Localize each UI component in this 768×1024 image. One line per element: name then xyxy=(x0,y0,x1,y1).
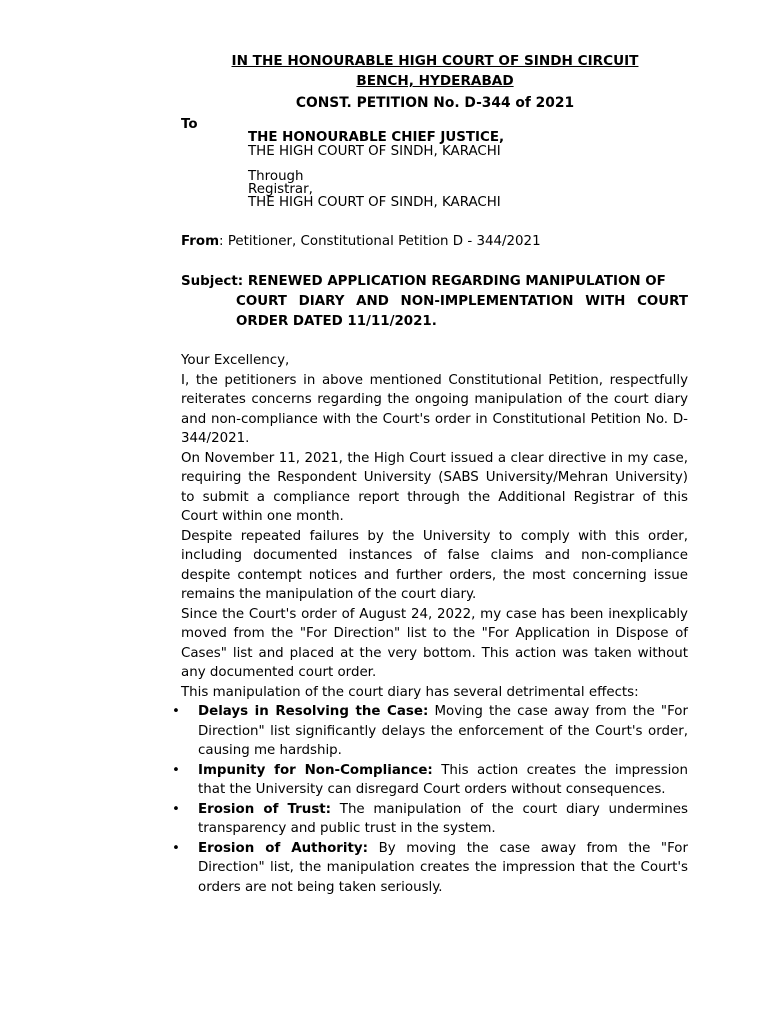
list-item xyxy=(172,761,688,800)
list-item xyxy=(172,800,688,839)
petition-number: CONST. PETITION No. D-344 of 2021 xyxy=(295,95,575,111)
to-label: To xyxy=(181,117,198,132)
registrar-address: THE HIGH COURT OF SINDH, KARACHI xyxy=(248,195,501,210)
court-title-line-1: IN THE HONOURABLE HIGH COURT OF SINDH CIRCUIT xyxy=(231,53,639,69)
court-title-line-2: BENCH, HYDERABAD xyxy=(356,73,514,89)
from-value: : Petitioner, Constitutional Petition D - 344/2021 xyxy=(219,234,541,249)
subject-line-2: COURT DIARY AND NON-IMPLEMENTATION WITH COURT xyxy=(236,294,688,309)
bullet-icon: • xyxy=(172,762,180,778)
from-line xyxy=(181,234,541,249)
registrar-label: Registrar, xyxy=(248,182,313,197)
paragraph-4: Since the Court's order of August 24, 2022, my case has been inexplicably moved from the "For Direction" list to the "For Application in Dispose of Cases" list and placed at the very bottom. This action was taken without any documented court order. xyxy=(181,606,688,680)
bullet-text: By moving the case away from the "For Direction" list, the manipulation creates the impression that the Court's orders are not being taken seriously. xyxy=(198,840,688,895)
bullet-heading: Impunity for Non-Compliance: xyxy=(198,762,433,778)
bullet-heading: Erosion of Trust: xyxy=(198,801,332,817)
bullet-text: Moving the case away from the "For Direction" list significantly delays the enforcement of the Court's order, causing me hardship. xyxy=(198,704,689,758)
from-label: From xyxy=(181,234,220,249)
subject-line-3: ORDER DATED 11/11/2021. xyxy=(236,314,437,329)
bullet-icon: • xyxy=(172,704,180,719)
subject-label: Subject: xyxy=(181,274,244,289)
subject-block xyxy=(181,272,688,332)
bullet-heading: Delays in Resolving the Case: xyxy=(198,704,429,719)
paragraph-1: I, the petitioners in above mentioned Constitutional Petition, respectfully reiterates concerns regarding the ongoing manipulation of the court diary and non-compliance with the Court's order in Constitutional Petition No. D-344/2021. xyxy=(181,372,688,446)
salutation: Your Excellency, xyxy=(181,353,290,368)
bullet-text: The manipulation of the court diary undermines transparency and public trust in the system. xyxy=(198,801,688,836)
bullet-icon: • xyxy=(172,801,180,817)
effects-list xyxy=(172,702,689,897)
bullet-heading: Erosion of Authority: xyxy=(198,840,368,856)
subject-line-1: RENEWED APPLICATION REGARDING MANIPULATION OF xyxy=(247,274,666,289)
list-item xyxy=(172,839,688,898)
paragraph-2: On November 11, 2021, the High Court issued a clear directive in my case, requiring the Respondent University (SABS University/Mehran University) to submit a compliance report through the Additional Registrar of this Court within one month. xyxy=(181,450,688,524)
recipient-name: THE HONOURABLE CHIEF JUSTICE, xyxy=(248,130,505,145)
letter-body xyxy=(172,351,689,897)
through-label: Through xyxy=(248,169,304,184)
bullet-text: This action creates the impression that the University can disregard Court orders without consequences. xyxy=(198,762,688,797)
list-item xyxy=(172,702,689,761)
bullet-icon: • xyxy=(172,840,180,856)
paragraph-5: This manipulation of the court diary has several detrimental effects: xyxy=(181,684,639,700)
paragraph-3: Despite repeated failures by the University to comply with this order, including documented instances of false claims and non-compliance despite contempt notices and further orders, the most concerning issue remains the manipulation of the court diary. xyxy=(181,528,688,602)
recipient-address: THE HIGH COURT OF SINDH, KARACHI xyxy=(248,144,501,159)
